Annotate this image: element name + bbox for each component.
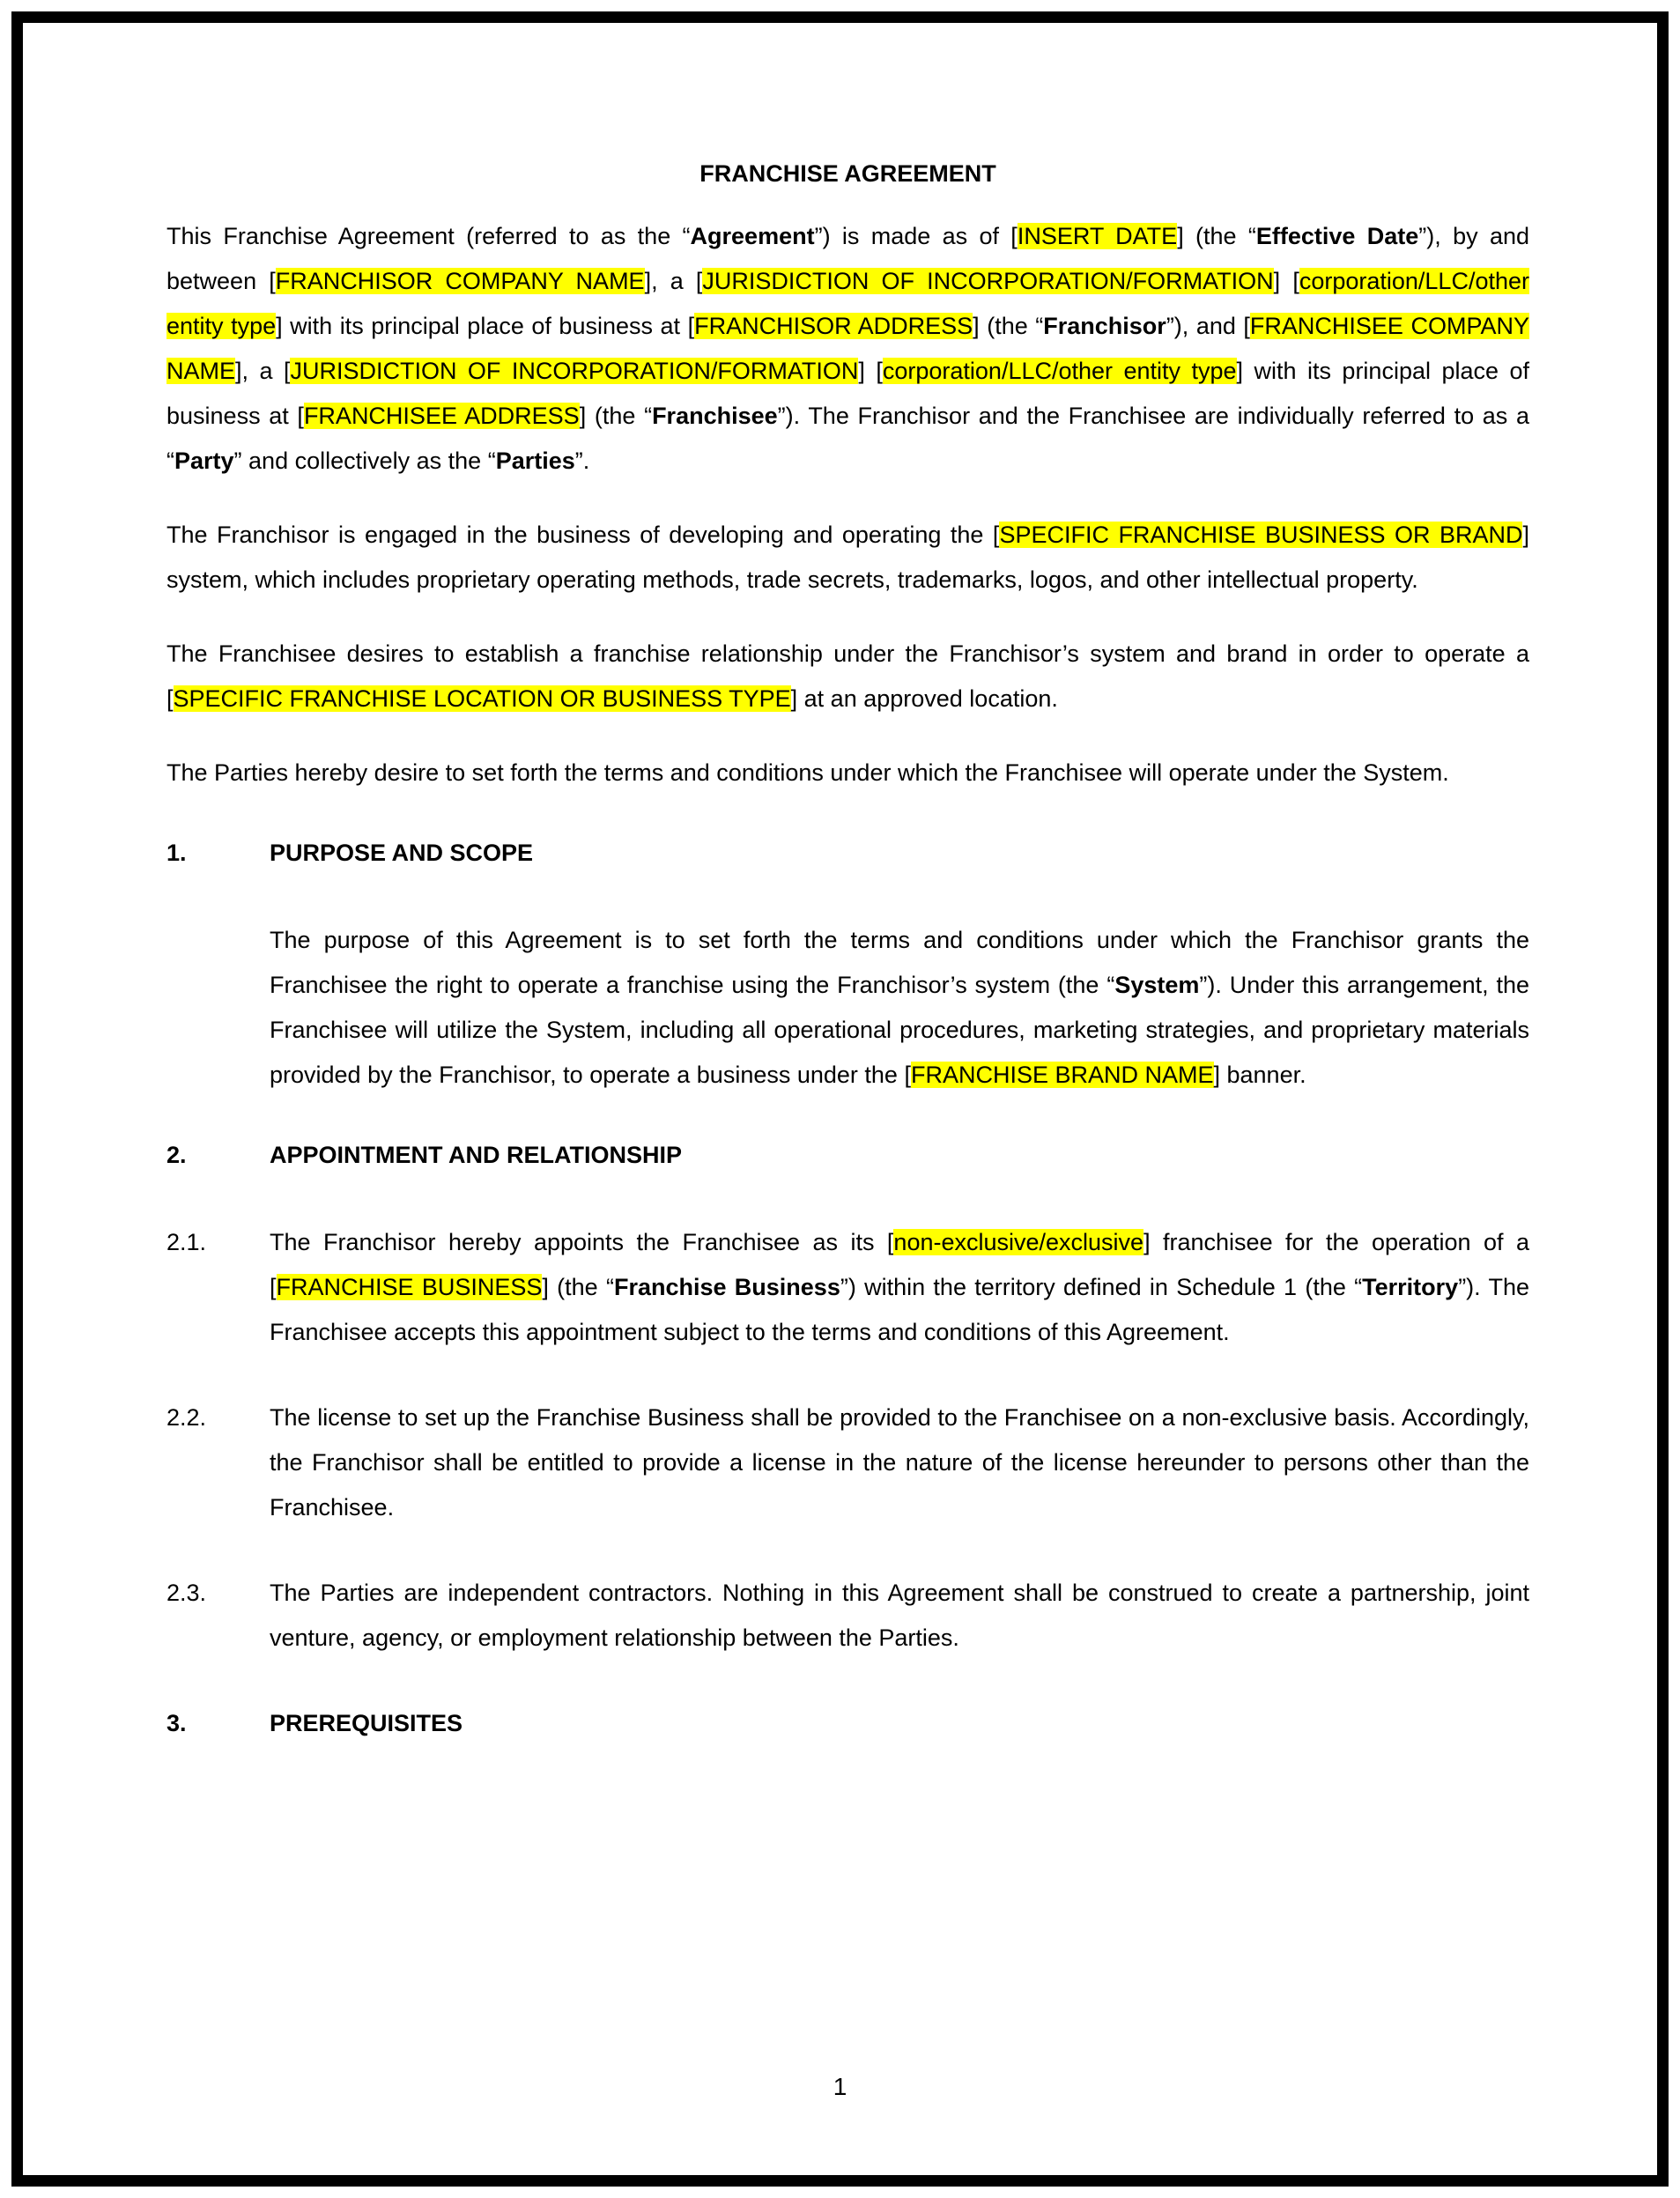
section-number: 2. xyxy=(167,1142,187,1168)
clause-number: 2.1. xyxy=(167,1229,207,1255)
text-run: ], a [ xyxy=(235,358,291,384)
clause-number: 2.2. xyxy=(167,1404,207,1431)
placeholder-highlight: JURISDICTION OF INCORPORATION/FORMATION xyxy=(702,268,1274,294)
text-run: ] with its principal place of business at [ xyxy=(167,358,1529,429)
placeholder-highlight: JURISDICTION OF INCORPORATION/FORMATION xyxy=(290,358,859,384)
section-title: APPOINTMENT AND RELATIONSHIP xyxy=(270,1142,683,1168)
bold-text: Parties xyxy=(495,448,575,474)
text-run: ] banner. xyxy=(1213,1062,1306,1088)
text-run: ] at an approved location. xyxy=(790,685,1058,712)
document-title: FRANCHISE AGREEMENT xyxy=(699,160,996,187)
text-run: ”). Under this arrangement, the Franchisee will utilize the System, including all operational procedures, marketing strategies, and proprietary materials provided by the Franchisor, to operate a business under the [ xyxy=(270,972,1529,1088)
text-run: The purpose of this Agreement is to set forth the terms and conditions under which the Franchisor grants the Franchisee the right to operate a franchise using the Franchisor’s system (the “ xyxy=(270,927,1529,998)
body-paragraph xyxy=(167,751,1529,796)
text-run: The Franchisor hereby appoints the Franchisee as its [ xyxy=(270,1229,894,1255)
placeholder-highlight: INSERT DATE xyxy=(1017,223,1178,249)
text-run: ”) within the territory defined in Schedule 1 (the “ xyxy=(840,1274,1363,1300)
text-run: The Parties hereby desire to set forth the terms and conditions under which the Franchisee will operate under the System. xyxy=(167,759,1449,786)
document-body xyxy=(167,214,1529,1746)
text-run: ”. xyxy=(574,448,590,474)
text-run: ] (the “ xyxy=(579,403,653,429)
text-run: ”). The Franchisor and the Franchisee are individually referred to as a “ xyxy=(167,403,1529,474)
text-run: ] (the “ xyxy=(542,1274,614,1300)
bold-text: Agreement xyxy=(690,223,815,249)
text-run: ] [ xyxy=(1273,268,1299,294)
body-paragraph xyxy=(167,214,1529,484)
text-run: ] (the “ xyxy=(1177,223,1256,249)
bold-text: Effective Date xyxy=(1255,223,1419,249)
bold-text: Party xyxy=(174,448,234,474)
text-run: The Franchisor is engaged in the business of developing and operating the [ xyxy=(167,522,1000,548)
text-run: ” and collectively as the “ xyxy=(233,448,496,474)
placeholder-highlight: FRANCHISOR ADDRESS xyxy=(694,313,973,339)
text-run: ] franchisee for the operation of a [ xyxy=(270,1229,1530,1300)
placeholder-highlight: corporation/LLC/other entity type xyxy=(882,358,1237,384)
text-run: ] system, which includes proprietary operating methods, trade secrets, trademarks, logos, and other intellectual property. xyxy=(167,522,1529,593)
section-heading xyxy=(167,831,1529,876)
text-run: This Franchise Agreement (referred to as the “ xyxy=(167,223,691,249)
clause-text xyxy=(270,1220,1529,1355)
section-title: PURPOSE AND SCOPE xyxy=(270,840,534,866)
placeholder-highlight: FRANCHISEE ADDRESS xyxy=(303,403,580,429)
clause-text xyxy=(270,1571,1529,1661)
body-paragraph xyxy=(167,632,1529,722)
text-run: ”). The Franchisee accepts this appointment subject to the terms and conditions of this Agreement. xyxy=(270,1274,1529,1345)
section-title: PREREQUISITES xyxy=(270,1710,463,1736)
placeholder-highlight: non-exclusive/exclusive xyxy=(893,1229,1144,1255)
placeholder-highlight: FRANCHISOR COMPANY NAME xyxy=(275,268,645,294)
placeholder-highlight: SPECIFIC FRANCHISE LOCATION OR BUSINESS TYPE xyxy=(173,685,791,712)
placeholder-highlight: corporation/LLC/other entity type xyxy=(167,268,1529,339)
text-run: ], a [ xyxy=(644,268,703,294)
bold-text: Franchise Business xyxy=(613,1274,840,1300)
text-run: The Franchisee desires to establish a franchise relationship under the Franchisor’s system and brand in order to operate a [ xyxy=(167,640,1529,712)
bold-text: Territory xyxy=(1362,1274,1459,1300)
section-heading xyxy=(167,1133,1529,1178)
clause-number: 2.3. xyxy=(167,1580,207,1606)
bold-text: System xyxy=(1114,972,1200,998)
body-paragraph xyxy=(167,513,1529,603)
indented-paragraph xyxy=(167,918,1529,1098)
text-run: The license to set up the Franchise Business shall be provided to the Franchisee on a non-exclusive basis. Accordingly, the Franchisor shall be entitled to provide a license in the nature of the license hereunder to persons other than the Franchisee. xyxy=(270,1404,1529,1521)
placeholder-highlight: FRANCHISE BRAND NAME xyxy=(910,1062,1214,1088)
placeholder-highlight: FRANCHISE BUSINESS xyxy=(276,1274,543,1300)
section-number: 1. xyxy=(167,840,187,866)
section-heading xyxy=(167,1701,1529,1746)
section-number: 3. xyxy=(167,1710,187,1736)
text-run: ”), by and between [ xyxy=(167,223,1529,294)
text-run: ] (the “ xyxy=(973,313,1044,339)
text-run: ] with its principal place of business at [ xyxy=(276,313,695,339)
numbered-clause xyxy=(167,1220,1529,1355)
text-run: ] [ xyxy=(858,358,883,384)
page-number: 1 xyxy=(833,2073,847,2100)
clause-text xyxy=(270,1395,1529,1530)
text-run: ”) is made as of [ xyxy=(814,223,1018,249)
bold-text: Franchisee xyxy=(652,403,778,429)
text-run: ”), and [ xyxy=(1166,313,1250,339)
numbered-clause xyxy=(167,1571,1529,1661)
text-run: The Parties are independent contractors. Nothing in this Agreement shall be construed to create a partnership, joint venture, agency, or employment relationship between the Parties. xyxy=(270,1580,1529,1651)
numbered-clause xyxy=(167,1395,1529,1530)
bold-text: Franchisor xyxy=(1043,313,1166,339)
placeholder-highlight: FRANCHISEE COMPANY NAME xyxy=(167,313,1529,384)
placeholder-highlight: SPECIFIC FRANCHISE BUSINESS OR BRAND xyxy=(999,522,1523,548)
